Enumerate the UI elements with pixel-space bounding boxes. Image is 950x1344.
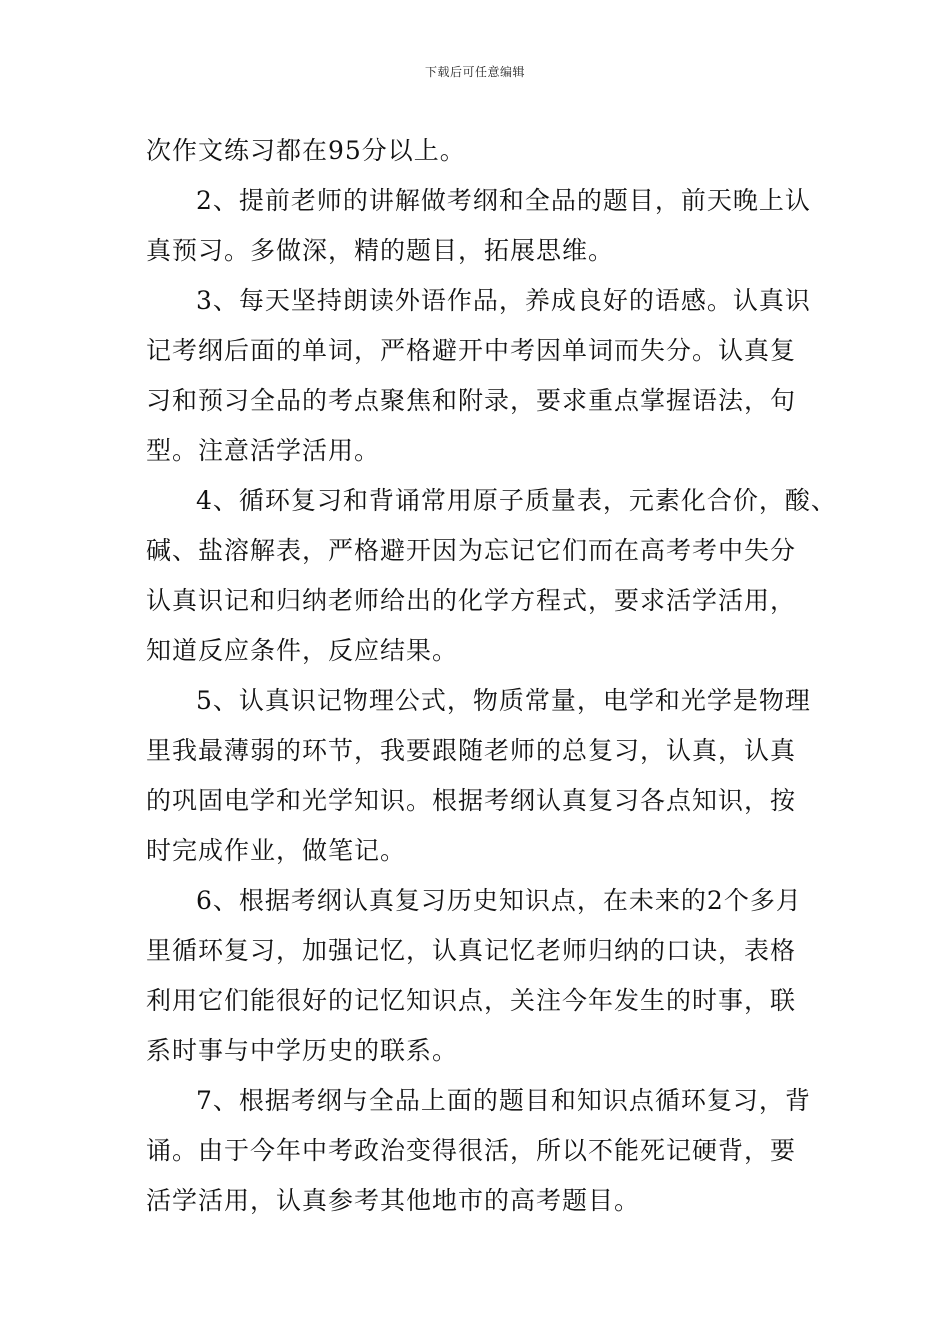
text-line: 习和预习全品的考点聚焦和附录，要求重点掌握语法，句: [146, 386, 797, 415]
page-header: 下载后可任意编辑: [424, 65, 525, 79]
text-line: 时完成作业，做笔记。: [146, 836, 407, 865]
text-line: 记考纲后面的单词，严格避开中考因单词而失分。认真复: [146, 336, 797, 365]
text-line: 里我最薄弱的环节，我要跟随老师的总复习，认真，认真: [146, 736, 797, 765]
paragraph-start-line: 3、每天坚持朗读外语作品，养成良好的语感。认真识: [196, 286, 811, 315]
text-line: 次作文练习都在95分以上。: [146, 136, 466, 165]
paragraph-start-line: 4、循环复习和背诵常用原子质量表，元素化合价，酸、: [196, 486, 837, 515]
text-line: 里循环复习，加强记忆，认真记忆老师归纳的口诀，表格: [146, 936, 797, 965]
paragraph-start-line: 5、认真识记物理公式，物质常量，电学和光学是物理: [196, 686, 811, 715]
text-line: 知道反应条件，反应结果。: [146, 636, 459, 665]
text-line: 系时事与中学历史的联系。: [146, 1036, 459, 1065]
document-body: [146, 126, 837, 1226]
text-line: 真预习。多做深，精的题目，拓展思维。: [146, 236, 615, 265]
text-line: 认真识记和归纳老师给出的化学方程式，要求活学活用，: [146, 586, 797, 615]
text-line: 的巩固电学和光学知识。根据考纲认真复习各点知识，按: [146, 786, 797, 815]
paragraph-start-line: 6、根据考纲认真复习历史知识点，在未来的2个多月: [196, 886, 802, 915]
paragraph-start-line: 2、提前老师的讲解做考纲和全品的题目，前天晚上认: [196, 186, 811, 215]
text-line: 诵。由于今年中考政治变得很活，所以不能死记硬背，要: [146, 1136, 797, 1165]
text-line: 利用它们能很好的记忆知识点，关注今年发生的时事，联: [146, 986, 797, 1015]
paragraph-start-line: 7、根据考纲与全品上面的题目和知识点循环复习，背: [196, 1086, 811, 1115]
text-line: 碱、盐溶解表，严格避开因为忘记它们而在高考考中失分: [146, 536, 797, 565]
text-line: 活学活用，认真参考其他地市的高考题目。: [146, 1186, 641, 1215]
text-line: 型。注意活学活用。: [146, 436, 381, 465]
